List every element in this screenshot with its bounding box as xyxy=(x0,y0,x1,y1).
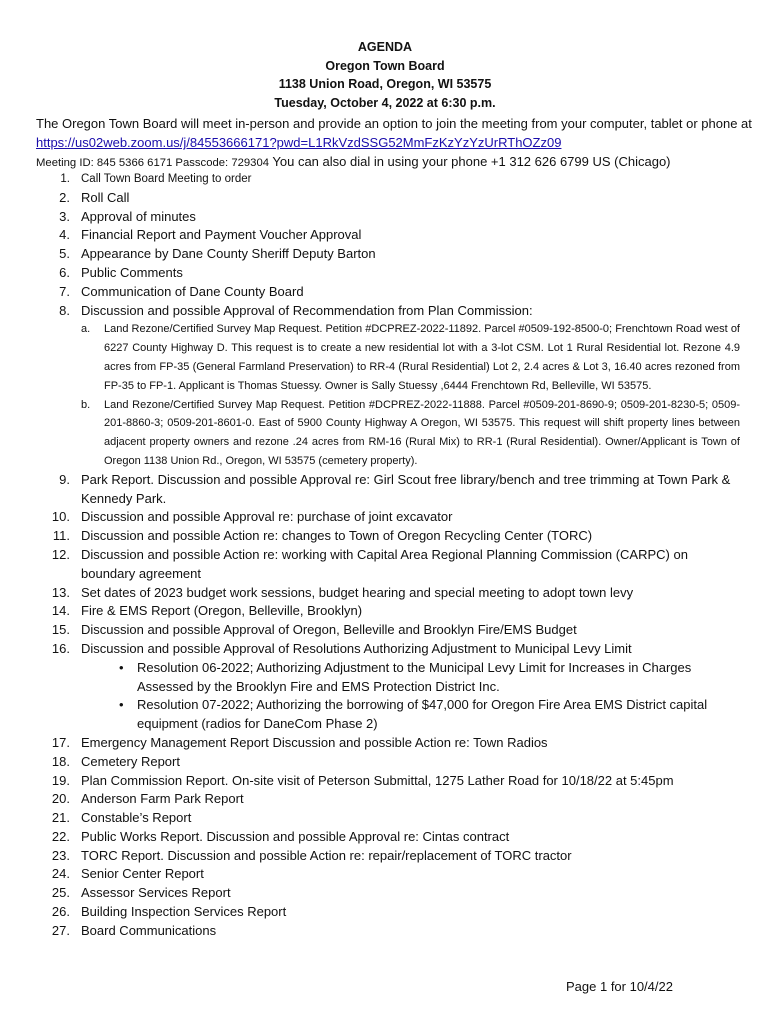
agenda-header xyxy=(0,38,770,112)
bullet-text: Resolution 07-2022; Authorizing the borrowing of $47,000 for Oregon Fire Area EMS District capital equipment (radios for DaneCom Phase 2) xyxy=(137,697,708,732)
subitem-text: Land Rezone/Certified Survey Map Request. Petition #DCPREZ-2022-11892. Parcel #0509-192-8500-0; Frenchtown Road west of 6227 County Highway D. This request is to create a new residential lot with a 3-lot CSM. Lot 1 Rural Residential lot. Rezone 4.9 acres from FP-35 (General Farmland Preservation) to RR-4 (Rural Residential) Lot 2, 2.4 acres & Lot 3, 16.40 acres rezoned from FP-35 to FP-1. Applicant is Thomas Stuessy. Owner is Sally Stuessy ,6444 Frenchtown Rd, Belleville, WI 53575. xyxy=(104,323,740,392)
agenda-item-9 xyxy=(0,471,740,509)
item-text: Appearance by Dane County Sheriff Deputy Barton xyxy=(81,246,376,262)
item-text: Discussion and possible Action re: working with Capital Area Regional Planning Commission (CARPC) on boundary agreement xyxy=(81,546,688,581)
item-text: Board Communications xyxy=(81,922,217,938)
item-text: Plan Commission Report. On-site visit of Peterson Submittal, 1275 Lather Road for 10/18/22 at 5:45pm xyxy=(81,772,674,788)
item-number: 16. xyxy=(51,640,70,656)
agenda-item-1 xyxy=(0,170,740,189)
item-number: 6. xyxy=(59,264,70,280)
agenda-list xyxy=(0,170,740,941)
item-number: 22. xyxy=(51,828,70,844)
item-text: Approval of minutes xyxy=(81,208,196,224)
item-text: Assessor Services Report xyxy=(81,885,231,901)
item-text: Building Inspection Services Report xyxy=(81,904,287,920)
item-number: 2. xyxy=(59,189,70,205)
dial-in-text: You can also dial in using your phone +1 312 626 6799 US (Chicago) xyxy=(269,154,671,169)
item-text: Discussion and possible Approval of Recommendation from Plan Commission: xyxy=(81,302,533,318)
agenda-item-13 xyxy=(0,584,740,603)
item-number: 7. xyxy=(59,283,70,299)
item-text: Discussion and possible Approval of Oregon, Belleville and Brooklyn Fire/EMS Budget xyxy=(81,622,577,638)
subitem-letter: a. xyxy=(81,323,91,336)
agenda-item-5 xyxy=(0,245,740,264)
item-number: 5. xyxy=(59,246,70,262)
item-text: Public Works Report. Discussion and possible Approval re: Cintas contract xyxy=(81,828,510,844)
agenda-item-24 xyxy=(0,865,740,884)
item-number: 11. xyxy=(52,528,70,544)
item-text: Emergency Management Report Discussion and possible Action re: Town Radios xyxy=(81,734,548,750)
item-number: 26. xyxy=(51,904,70,920)
bullet-resolution-06 xyxy=(81,659,740,697)
board-name: Oregon Town Board xyxy=(325,58,445,73)
item-number: 18. xyxy=(51,753,70,769)
item-number: 23. xyxy=(51,847,70,863)
meeting-id: Meeting ID: 845 5366 6171 Passcode: 729304 xyxy=(36,157,270,169)
agenda-item-11 xyxy=(0,527,740,546)
agenda-item-17 xyxy=(0,734,740,753)
agenda-item-8 xyxy=(0,302,740,471)
item-number: 25. xyxy=(51,885,70,901)
agenda-item-26 xyxy=(0,903,740,922)
agenda-item-21 xyxy=(0,809,740,828)
item-text: TORC Report. Discussion and possible Action re: repair/replacement of TORC tractor xyxy=(81,847,572,863)
subitem-text: Land Rezone/Certified Survey Map Request. Petition #DCPREZ-2022-11888. Parcel #0509-201-8690-9; 0509-201-8230-5; 0509-201-8860-3; 0509-201-8601-0. East of 5900 County Highway A Oregon, WI 53575. This request will shift property lines between adjacent property owners and rezone .24 acres from RM-16 (Rural Mix) to RR-1 (Rural Residential). Owner/Applicant is Town of Oregon 1138 Union Rd., Oregon, WI 53575 (cemetery property). xyxy=(104,398,740,467)
agenda-item-12 xyxy=(0,546,740,584)
item-number: 1. xyxy=(60,173,70,185)
subitem-a xyxy=(81,320,740,395)
item-number: 10. xyxy=(51,509,70,525)
item-number: 27. xyxy=(51,922,70,938)
resolution-bullets xyxy=(81,659,740,734)
item-number: 21. xyxy=(51,810,70,826)
agenda-item-27 xyxy=(0,922,740,941)
item-number: 12. xyxy=(51,546,70,562)
agenda-item-25 xyxy=(0,884,740,903)
item-number: 4. xyxy=(59,227,70,243)
agenda-item-20 xyxy=(0,790,740,809)
agenda-item-22 xyxy=(0,828,740,847)
agenda-item-16 xyxy=(0,640,740,734)
meeting-address: 1138 Union Road, Oregon, WI 53575 xyxy=(278,77,492,92)
item-number: 14. xyxy=(51,603,70,619)
agenda-item-2 xyxy=(0,189,740,208)
bullet-icon: • xyxy=(119,659,124,675)
intro-text: The Oregon Town Board will meet in-person and provide an option to join the meeting from your computer, tablet or phone at xyxy=(36,116,752,131)
item-number: 9. xyxy=(59,471,70,487)
agenda-item-3 xyxy=(0,208,740,227)
item-number: 20. xyxy=(51,791,70,807)
item-number: 3. xyxy=(59,208,70,224)
item-text: Discussion and possible Approval re: purchase of joint excavator xyxy=(81,509,453,525)
bullet-icon: • xyxy=(119,697,124,713)
plan-commission-subitems xyxy=(81,320,740,470)
page-footer: Page 1 for 10/4/22 xyxy=(566,979,673,994)
item-text: Fire & EMS Report (Oregon, Belleville, Brooklyn) xyxy=(81,603,363,619)
bullet-resolution-07 xyxy=(81,696,740,734)
agenda-item-18 xyxy=(0,753,740,772)
item-text: Discussion and possible Approval of Resolutions Authorizing Adjustment to Municipal Levy Limit xyxy=(81,640,632,656)
item-text: Discussion and possible Action re: changes to Town of Oregon Recycling Center (TORC) xyxy=(81,528,593,544)
subitem-letter: b. xyxy=(81,398,91,411)
item-text: Cemetery Report xyxy=(81,753,180,769)
agenda-item-7 xyxy=(0,283,740,302)
zoom-link[interactable]: https://us02web.zoom.us/j/84553666171?pwd=L1RkVzdSSG52MmFzKzYzYzUrRThOZz09 xyxy=(36,135,562,150)
item-text: Anderson Farm Park Report xyxy=(81,791,244,807)
item-text: Communication of Dane County Board xyxy=(81,283,304,299)
bullet-text: Resolution 06-2022; Authorizing Adjustment to the Municipal Levy Limit for Increases in Charges Assessed by the Brooklyn Fire and EMS Protection District Inc. xyxy=(137,659,692,694)
item-number: 13. xyxy=(51,584,70,600)
item-number: 8. xyxy=(59,302,70,318)
item-text: Constable’s Report xyxy=(81,810,192,826)
item-number: 17. xyxy=(51,734,70,750)
item-number: 15. xyxy=(51,622,70,638)
item-text: Roll Call xyxy=(81,189,130,205)
agenda-item-19 xyxy=(0,772,740,791)
item-text: Senior Center Report xyxy=(81,866,204,882)
meeting-date: Tuesday, October 4, 2022 at 6:30 p.m. xyxy=(274,95,496,110)
agenda-item-23 xyxy=(0,847,740,866)
item-text: Financial Report and Payment Voucher Approval xyxy=(81,227,362,243)
agenda-item-4 xyxy=(0,226,740,245)
item-text: Set dates of 2023 budget work sessions, budget hearing and special meeting to adopt town levy xyxy=(81,584,634,600)
subitem-b xyxy=(81,396,740,471)
item-text: Call Town Board Meeting to order xyxy=(81,173,252,185)
item-text: Public Comments xyxy=(81,264,183,280)
agenda-item-15 xyxy=(0,621,740,640)
item-number: 19. xyxy=(51,772,70,788)
agenda-item-10 xyxy=(0,508,740,527)
agenda-item-14 xyxy=(0,602,740,621)
agenda-item-6 xyxy=(0,264,740,283)
agenda-title: AGENDA xyxy=(357,40,413,54)
item-text: Park Report. Discussion and possible Approval re: Girl Scout free library/bench and tree trimming at Town Park & Kennedy Park. xyxy=(81,471,731,506)
item-number: 24. xyxy=(51,866,70,882)
intro-paragraph xyxy=(36,114,756,152)
